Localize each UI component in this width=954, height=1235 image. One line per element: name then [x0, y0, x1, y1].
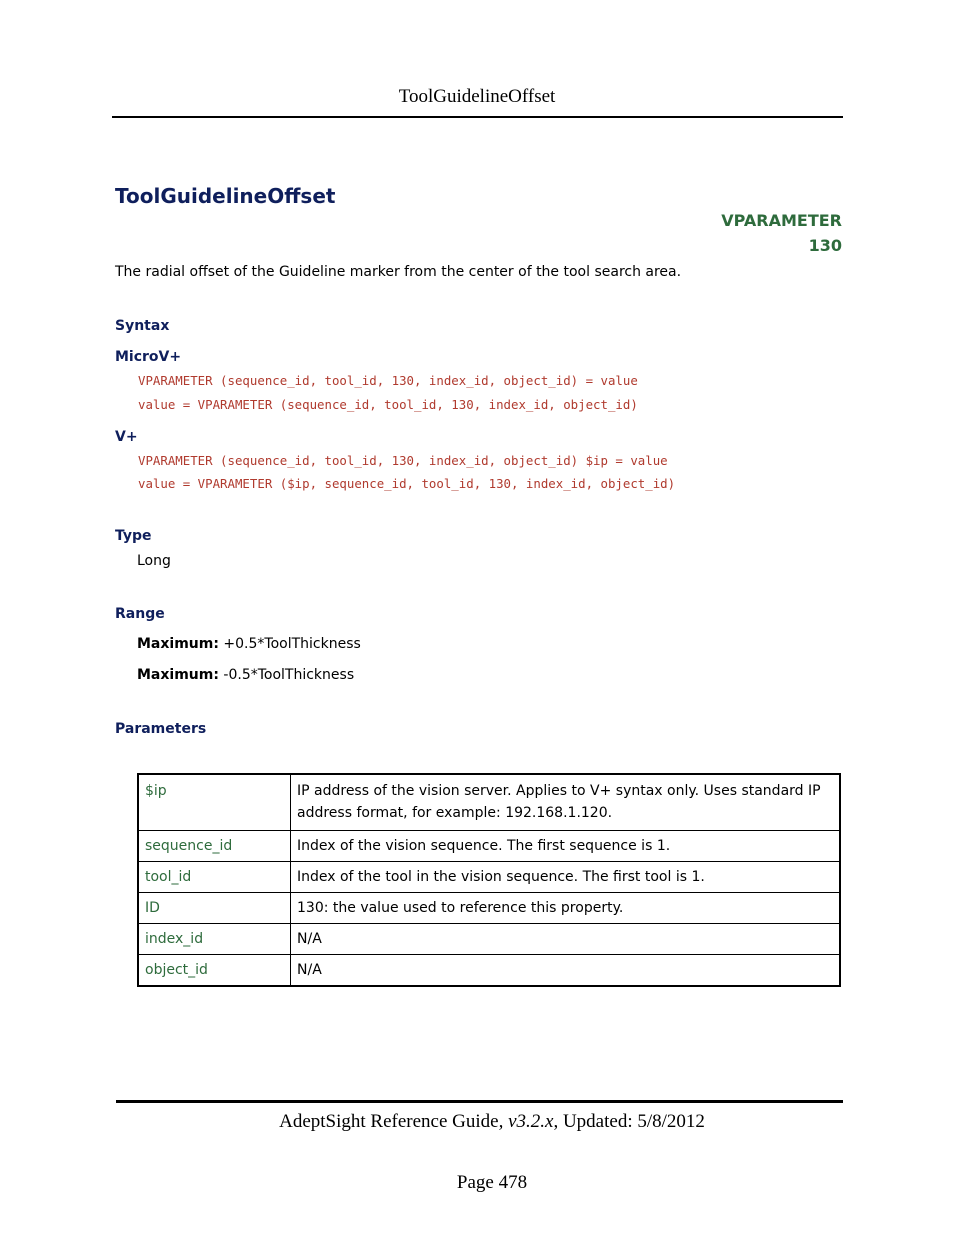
microv-heading: MicroV+ [115, 349, 182, 365]
running-header: ToolGuidelineOffset [398, 86, 556, 107]
range-row [137, 636, 361, 652]
footer-rule [116, 1100, 843, 1103]
keyword-name: VPARAMETER [721, 211, 842, 230]
param-description: 130: the value used to reference this property. [291, 893, 841, 924]
footer-guide-line [0, 1111, 954, 1133]
parameters-heading: Parameters [115, 721, 207, 737]
param-name: index_id [138, 924, 291, 955]
range-value: -0.5*ToolThickness [223, 667, 355, 683]
param-description: IP address of the vision server. Applies to V+ syntax only. Uses standard IP address format, for example: 192.168.1.120. [291, 774, 841, 831]
vplus-heading: V+ [115, 429, 138, 445]
syntax-heading: Syntax [115, 318, 170, 334]
type-value: Long [137, 553, 171, 569]
range-label: Maximum: [137, 636, 219, 652]
code-line: VPARAMETER (sequence_id, tool_id, 130, index_id, object_id) = value [138, 373, 638, 388]
param-name: ID [138, 893, 291, 924]
param-name: $ip [138, 774, 291, 831]
param-name: sequence_id [138, 831, 291, 862]
param-description: N/A [291, 924, 841, 955]
range-row [137, 667, 354, 683]
type-heading: Type [115, 528, 152, 544]
guide-updated: , Updated: 5/8/2012 [553, 1111, 705, 1132]
keyword-block [721, 208, 842, 258]
keyword-number: 130 [808, 236, 842, 255]
table-row [138, 893, 840, 924]
header-rule [112, 116, 843, 118]
param-name: tool_id [138, 862, 291, 893]
param-description: Index of the vision sequence. The first sequence is 1. [291, 831, 841, 862]
param-description: Index of the tool in the vision sequence. The first tool is 1. [291, 862, 841, 893]
range-label: Maximum: [137, 667, 219, 683]
code-line: value = VPARAMETER (sequence_id, tool_id, 130, index_id, object_id) [138, 397, 638, 412]
table-row [138, 924, 840, 955]
page-number: Page 478 [456, 1172, 528, 1193]
description: The radial offset of the Guideline marker from the center of the tool search area. [115, 264, 682, 280]
table-row [138, 862, 840, 893]
parameters-table [137, 773, 841, 987]
guide-title: AdeptSight Reference Guide [279, 1111, 499, 1132]
page-title: ToolGuidelineOffset [115, 184, 336, 208]
guide-version: , v3.2.x [498, 1111, 554, 1132]
range-value: +0.5*ToolThickness [223, 636, 361, 652]
param-name: object_id [138, 955, 291, 987]
table-row [138, 831, 840, 862]
table-row [138, 955, 840, 987]
param-description: N/A [291, 955, 841, 987]
table-row [138, 774, 840, 831]
code-line: VPARAMETER (sequence_id, tool_id, 130, index_id, object_id) $ip = value [138, 453, 668, 468]
range-heading: Range [115, 606, 165, 622]
code-line: value = VPARAMETER ($ip, sequence_id, tool_id, 130, index_id, object_id) [138, 476, 676, 491]
